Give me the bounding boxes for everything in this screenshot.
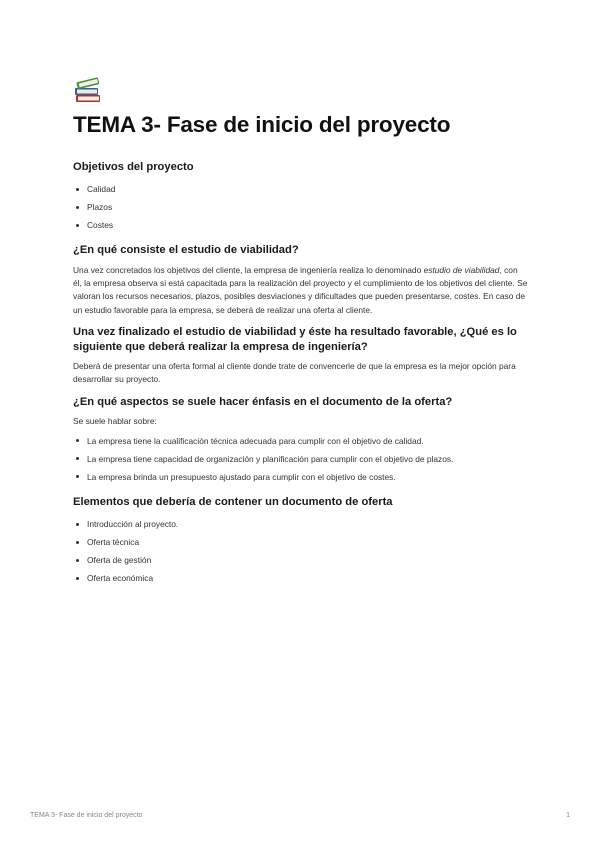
list-item: La empresa tiene la cualificación técnica adecuada para cumplir con el objetivo de calidad. (73, 432, 528, 450)
list-item: Oferta de gestión (73, 551, 528, 569)
page-title: TEMA 3- Fase de inicio del proyecto (73, 112, 451, 137)
list-objetivos (73, 180, 528, 234)
paragraph-aspectos-intro: Se suele hablar sobre: (73, 416, 157, 427)
heading-siguiente: Una vez finalizado el estudio de viabilidad y éste ha resultado favorable, ¿Qué es lo siguiente que deberá realizar la empresa de ingeniería? (73, 326, 517, 353)
list-item: Oferta técnica (73, 533, 528, 551)
heading-objetivos: Objetivos del proyecto (73, 160, 194, 173)
section-objetivos (73, 160, 528, 235)
emphasized-term: estudio de viabilidad (423, 264, 500, 275)
list-aspectos (73, 432, 528, 486)
heading-elementos: Elementos que debería de contener un documento de oferta (73, 495, 393, 508)
list-item: Calidad (73, 180, 528, 198)
section-viabilidad (73, 243, 528, 317)
text-after: , con él, la empresa observa si está capacitada para la realización del proyecto y el cumplimiento de los objetivos del cliente. Se valoran los recursos necesarios, plazos, posibles desviaciones y dificultades que pueden presentarse, costes. En caso de un estudio favorable para la empresa, se deberá de realizar una oferta al cliente. (73, 264, 528, 315)
document-page (73, 76, 528, 596)
list-item: Introducción al proyecto. (73, 515, 528, 533)
list-item: Costes (73, 216, 528, 234)
footer-title: TEMA 3- Fase de inicio del proyecto (30, 812, 143, 819)
heading-aspectos: ¿En qué aspectos se suele hacer énfasis en el documento de la oferta? (73, 395, 453, 408)
section-elementos (73, 495, 528, 588)
books-icon (73, 76, 103, 104)
list-item: La empresa brinda un presupuesto ajustado para cumplir con el objetivo de costes. (73, 468, 528, 486)
list-item: Oferta económica (73, 569, 528, 587)
list-item: Plazos (73, 198, 528, 216)
section-aspectos (73, 395, 528, 486)
list-item: La empresa tiene capacidad de organización y planificación para cumplir con el objetivo de plazos. (73, 450, 528, 468)
heading-viabilidad: ¿En qué consiste el estudio de viabilidad? (73, 244, 299, 257)
paragraph-siguiente: Deberá de presentar una oferta formal al cliente donde trate de convencerle de que la empresa es la mejor opción para desarrollar su proyecto. (73, 361, 516, 385)
page-footer (30, 812, 570, 819)
list-elementos (73, 515, 528, 587)
section-siguiente (73, 325, 528, 387)
page-number: 1 (566, 812, 570, 819)
paragraph-viabilidad (73, 264, 528, 317)
text-before: Una vez concretados los objetivos del cliente, la empresa de ingeniería realiza lo denominado (73, 264, 424, 275)
